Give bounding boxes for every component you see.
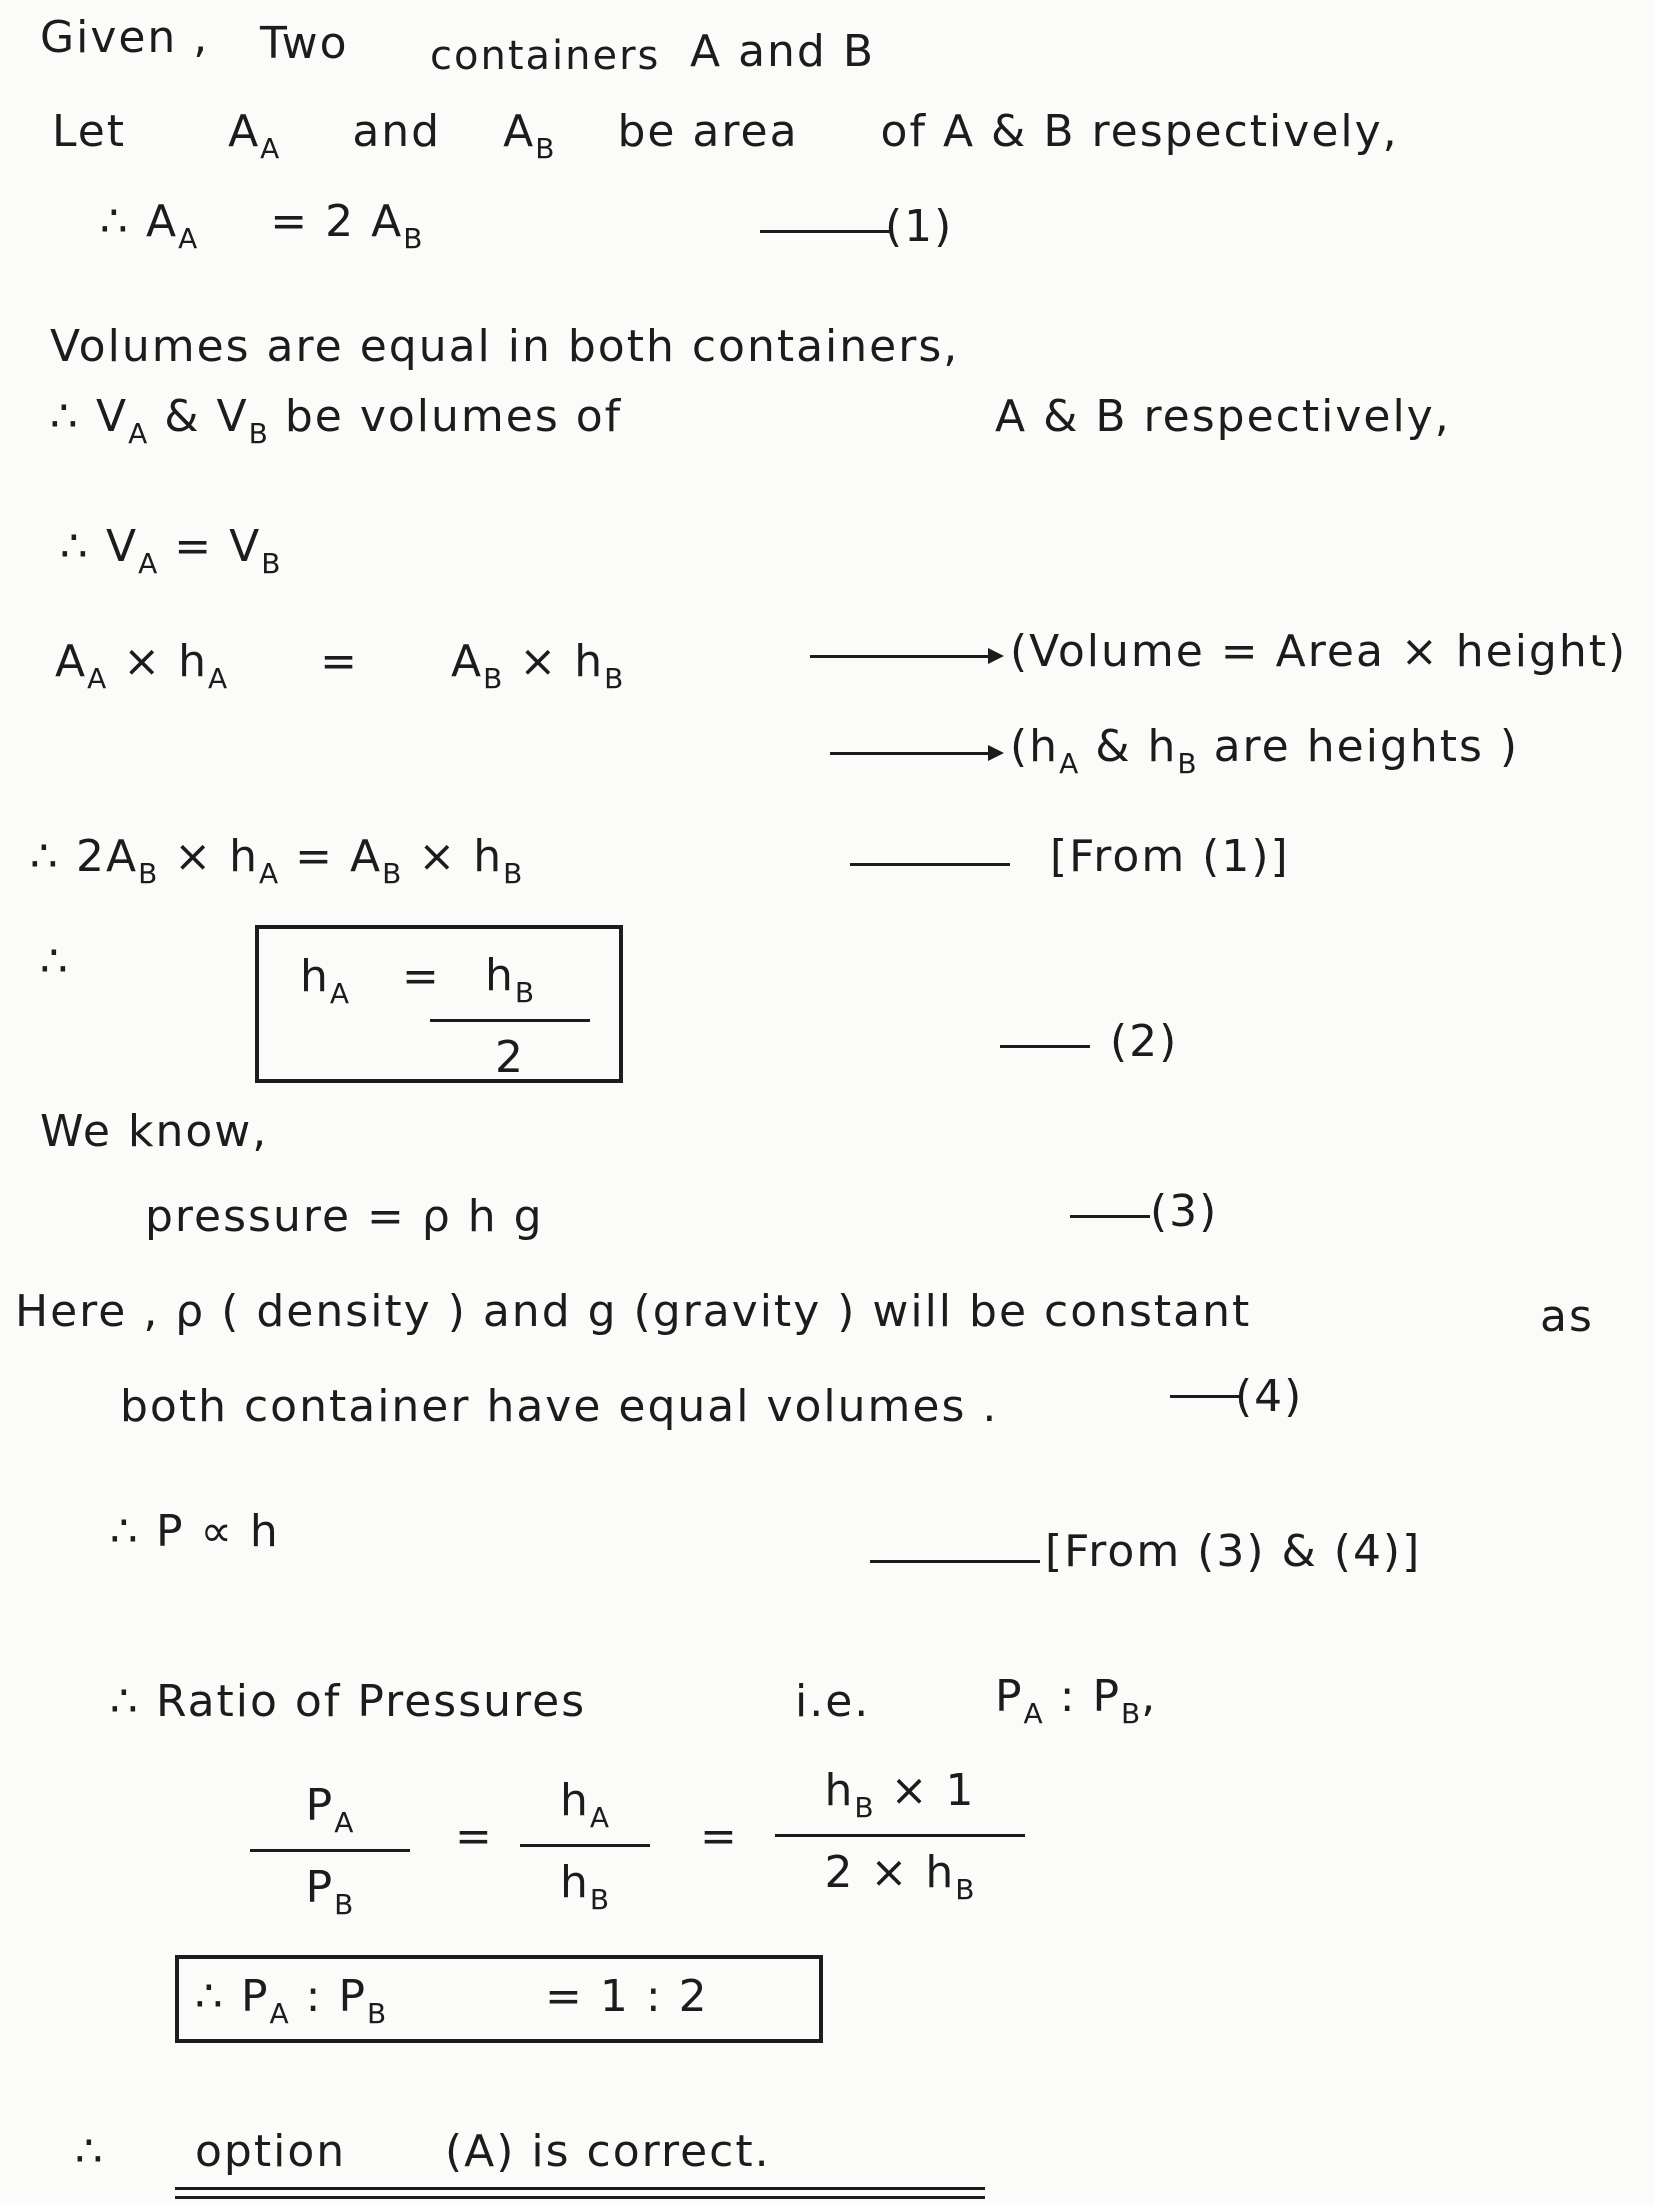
frac-eq1: = xyxy=(455,1811,494,1862)
vb-sub: B xyxy=(248,417,269,450)
substituted-fraction: $h_B \times 1$ $2 \times h_B$ xyxy=(775,1765,1025,1906)
area-a-sub: A xyxy=(260,132,281,165)
eq1-rhs-sub: B xyxy=(403,222,424,255)
substitution-equation: ∴ $2A_B \times h_A = A_B \times h_B$ xyxy=(30,831,524,890)
volumes-define-line xyxy=(50,391,623,450)
eq2-therefore: ∴ xyxy=(40,936,70,987)
equation-1 xyxy=(100,196,424,255)
volumes-equal-text: Volumes are equal in both containers, xyxy=(50,321,960,372)
as-text: as xyxy=(1540,1291,1594,1342)
final-rest: (A) is correct. xyxy=(445,2126,771,2177)
volume-formula-note: (Volume = Area × height) xyxy=(1010,626,1628,677)
we-know-text: We know, xyxy=(40,1106,269,1157)
eq1-lhs: ∴ A xyxy=(100,196,179,247)
pressure-formula: pressure = ρ h g xyxy=(145,1191,544,1242)
eq2-tag: (2) xyxy=(1110,1016,1179,1067)
respectively-text: of A & B respectively, xyxy=(880,106,1399,157)
ie-text: i.e. xyxy=(795,1676,871,1727)
va-sub: A xyxy=(128,417,149,450)
final-underline-2 xyxy=(175,2196,985,2199)
result-rhs: = 1 : 2 xyxy=(545,1971,709,2022)
eq1-rhs: = 2 A xyxy=(270,196,404,247)
here-line: Here , ρ ( density ) and g (gravity ) will be constant xyxy=(15,1286,1252,1337)
result-lhs: ∴ $P_A$ : $P_B$ xyxy=(195,1971,388,2030)
va-label: ∴ V xyxy=(50,391,129,442)
eq1-tag: (1) xyxy=(885,201,954,252)
eq3-dash xyxy=(1070,1215,1150,1218)
ab-respectively-text: A & B respectively, xyxy=(995,391,1451,442)
both-container-line: both container have equal volumes . xyxy=(120,1381,999,1432)
containers-text: containers xyxy=(430,33,661,79)
height-fraction: $h_A$ $h_B$ xyxy=(520,1775,650,1916)
be-volumes-text: be volumes of xyxy=(268,391,623,442)
area-b-label: A xyxy=(503,106,536,157)
pressure-fraction: $P_A$ $P_B$ xyxy=(250,1780,410,1921)
eq2-dash xyxy=(1000,1045,1090,1048)
given-text: Given , xyxy=(40,12,210,63)
final-underline-1 xyxy=(175,2187,985,2190)
ratio-text: ∴ Ratio of Pressures xyxy=(110,1676,587,1727)
eq2-lhs: $h_A$ = xyxy=(300,951,441,1010)
let-text: Let xyxy=(52,106,127,157)
a-and-b-text: A and B xyxy=(690,26,876,77)
eq1-lhs-sub: A xyxy=(178,222,199,255)
heights-note: ($h_A$ & $h_B$ are heights ) xyxy=(1010,721,1520,780)
let-line xyxy=(52,106,1399,165)
from-3-4-note: [From (3) & (4)] xyxy=(1045,1526,1422,1577)
be-area-text: be area xyxy=(617,106,799,157)
vb-label: & V xyxy=(148,391,249,442)
proportionality: ∴ P ∝ h xyxy=(110,1506,280,1557)
final-option: option xyxy=(195,2126,347,2177)
from-1-note: [From (1)] xyxy=(1050,831,1290,882)
pa-pb-ratio: $P_A$ : $P_B$, xyxy=(995,1671,1158,1730)
eq3-tag: (3) xyxy=(1150,1186,1219,1237)
frac-eq2: = xyxy=(700,1811,739,1862)
two-text: Two xyxy=(260,18,349,69)
area-height-equation: $A_A \times h_A = A_B \times h_B$ xyxy=(55,636,625,695)
eq4-tag: (4) xyxy=(1235,1371,1304,1422)
eq1-dash xyxy=(760,230,890,233)
area-b-sub: B xyxy=(535,132,556,165)
final-therefore: ∴ xyxy=(75,2126,105,2177)
va-equals-vb: ∴ $V_A = V_B$ xyxy=(60,521,282,580)
note2-arrow xyxy=(830,752,1000,755)
eq2-fraction: $h_B$ 2 xyxy=(430,950,590,1083)
prop-dash xyxy=(870,1560,1040,1563)
area-a-label: A xyxy=(228,106,261,157)
eq4-dash xyxy=(1170,1395,1240,1398)
note1-arrow xyxy=(810,655,1000,658)
sub-dash xyxy=(850,863,1010,866)
and-text: and xyxy=(352,106,442,157)
